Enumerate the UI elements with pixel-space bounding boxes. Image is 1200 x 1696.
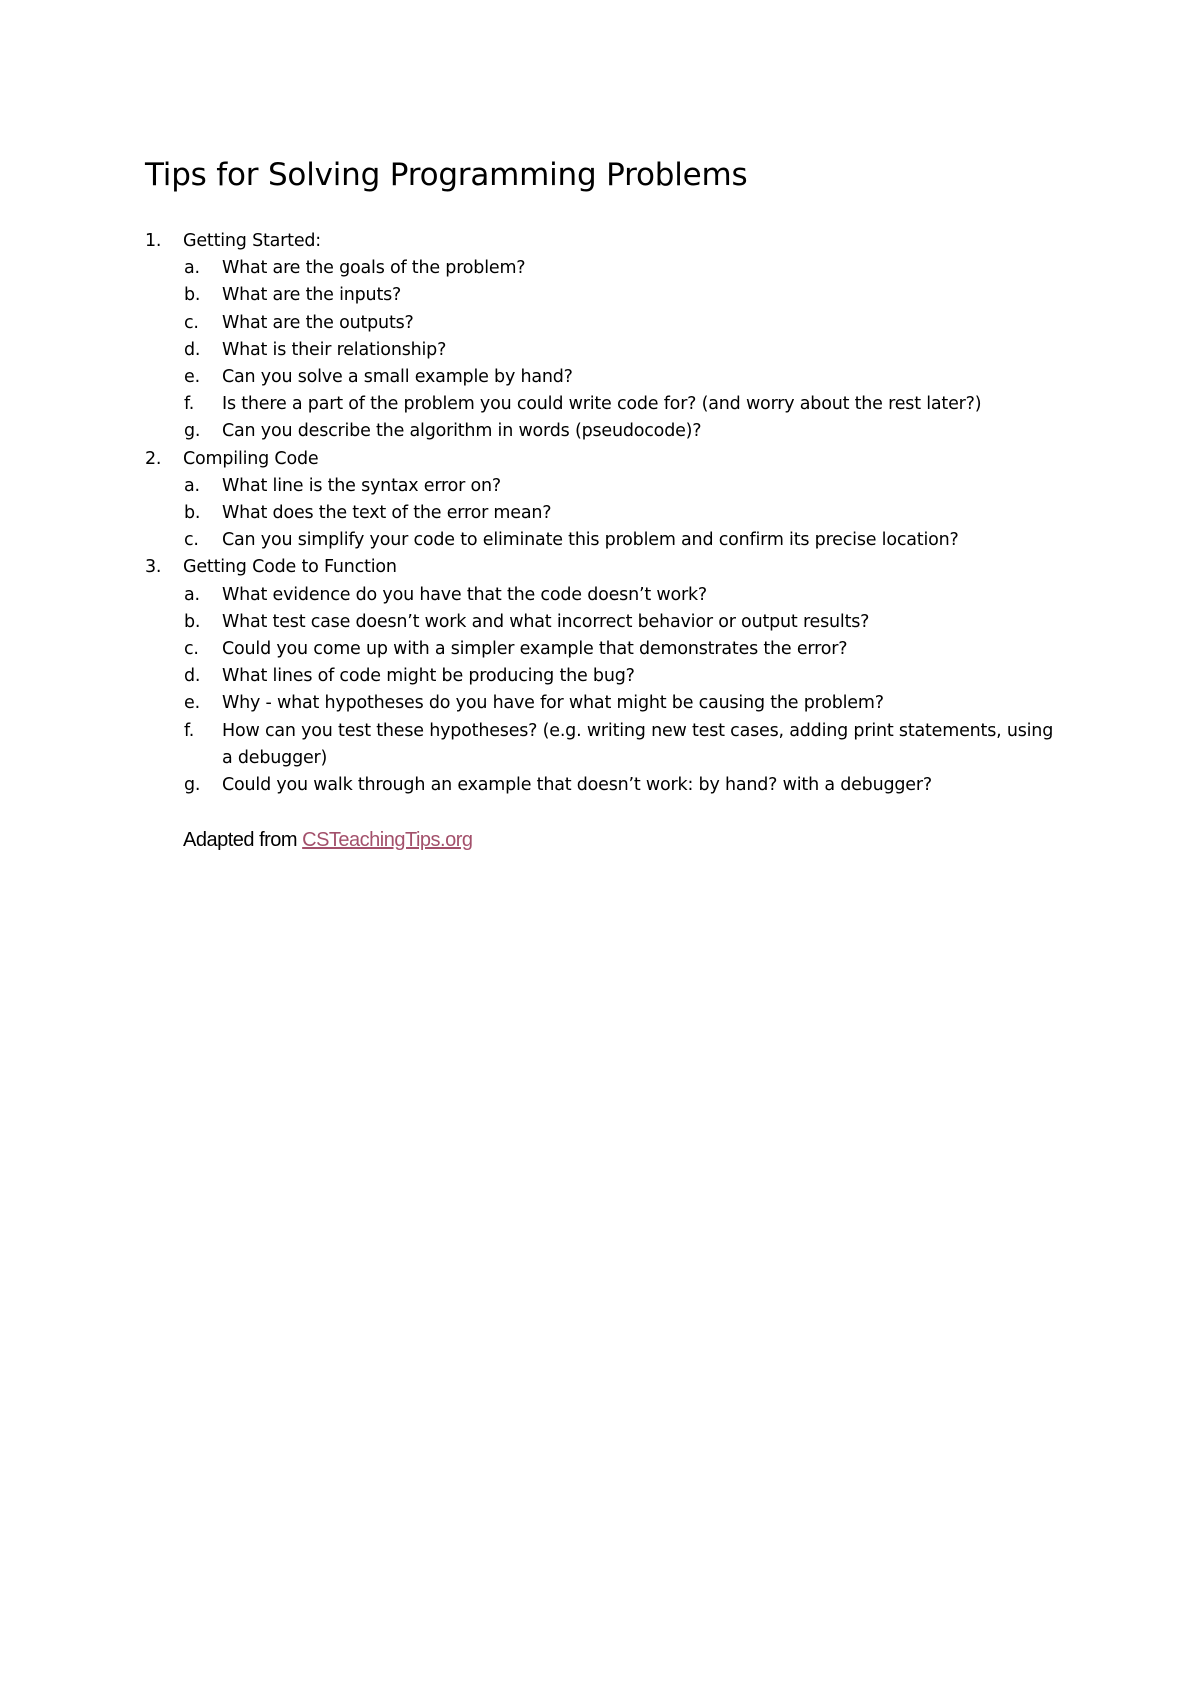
item-text: What is their relationship?	[222, 339, 447, 360]
outline-item	[145, 636, 1065, 663]
item-letter: d.	[184, 339, 201, 360]
tips-outline	[145, 228, 1065, 799]
outline-item	[145, 418, 1065, 445]
item-text: What lines of code might be producing the bug?	[222, 666, 635, 687]
outline-item	[145, 718, 1065, 772]
item-letter: g.	[184, 775, 201, 796]
item-letter: c.	[184, 639, 199, 660]
section-number: 2.	[145, 448, 162, 469]
outline-section	[145, 554, 1065, 799]
section-number: 1.	[145, 231, 162, 251]
attribution-line	[183, 826, 473, 854]
section-number: 3.	[145, 557, 162, 578]
item-text: Can you solve a small example by hand?	[222, 367, 573, 388]
item-text: What are the goals of the problem?	[222, 258, 526, 279]
item-text: What test case doesn’t work and what incorrect behavior or output results?	[222, 611, 870, 632]
item-text: How can you test these hypotheses? (e.g. writing new test cases, adding print statements, using a debugger)	[222, 720, 1054, 768]
section-title: Getting Code to Function	[183, 557, 397, 578]
item-letter: a.	[184, 258, 200, 279]
outline-item	[145, 473, 1065, 500]
outline-item	[145, 310, 1065, 337]
csteachingtips-link[interactable]: CSTeachingTips.org	[302, 829, 473, 851]
outline-item	[145, 255, 1065, 282]
item-letter: f.	[184, 394, 195, 415]
item-text: Could you come up with a simpler example that demonstrates the error?	[222, 639, 848, 660]
item-text: What does the text of the error mean?	[222, 503, 552, 524]
item-letter: e.	[184, 693, 200, 714]
attribution-prefix: Adapted from	[183, 829, 298, 851]
item-letter: b.	[184, 503, 201, 524]
outline-item	[145, 527, 1065, 554]
item-letter: a.	[184, 475, 200, 496]
outline-item	[145, 663, 1065, 690]
section-title: Compiling Code	[183, 448, 319, 469]
item-text: What line is the syntax error on?	[222, 475, 501, 496]
item-letter: f.	[184, 720, 195, 741]
item-text: Could you walk through an example that doesn’t work: by hand? with a debugger?	[222, 775, 932, 796]
item-letter: e.	[184, 367, 200, 388]
item-text: What are the outputs?	[222, 312, 414, 333]
outline-section	[145, 446, 1065, 555]
item-letter: b.	[184, 611, 201, 632]
page-title: Tips for Solving Programming Problems	[145, 157, 748, 193]
outline-item	[145, 282, 1065, 309]
item-text: Can you describe the algorithm in words (pseudocode)?	[222, 421, 702, 442]
item-text: Is there a part of the problem you could write code for? (and worry about the rest later?)	[222, 394, 982, 415]
item-letter: c.	[184, 312, 199, 333]
item-letter: b.	[184, 285, 201, 306]
outline-item	[145, 609, 1065, 636]
item-text: What are the inputs?	[222, 285, 402, 306]
outline-item	[145, 364, 1065, 391]
outline-item	[145, 337, 1065, 364]
outline-section	[145, 228, 1065, 446]
item-letter: g.	[184, 421, 201, 442]
outline-item	[145, 500, 1065, 527]
outline-item	[145, 772, 1065, 799]
item-text: Can you simplify your code to eliminate this problem and confirm its precise location?	[222, 530, 959, 551]
item-text: What evidence do you have that the code doesn’t work?	[222, 584, 708, 605]
section-title: Getting Started:	[183, 231, 321, 251]
item-letter: c.	[184, 530, 199, 551]
item-letter: d.	[184, 666, 201, 687]
item-text: Why - what hypotheses do you have for what might be causing the problem?	[222, 693, 884, 714]
item-letter: a.	[184, 584, 200, 605]
outline-item	[145, 690, 1065, 717]
outline-item	[145, 582, 1065, 609]
outline-item	[145, 391, 1065, 418]
